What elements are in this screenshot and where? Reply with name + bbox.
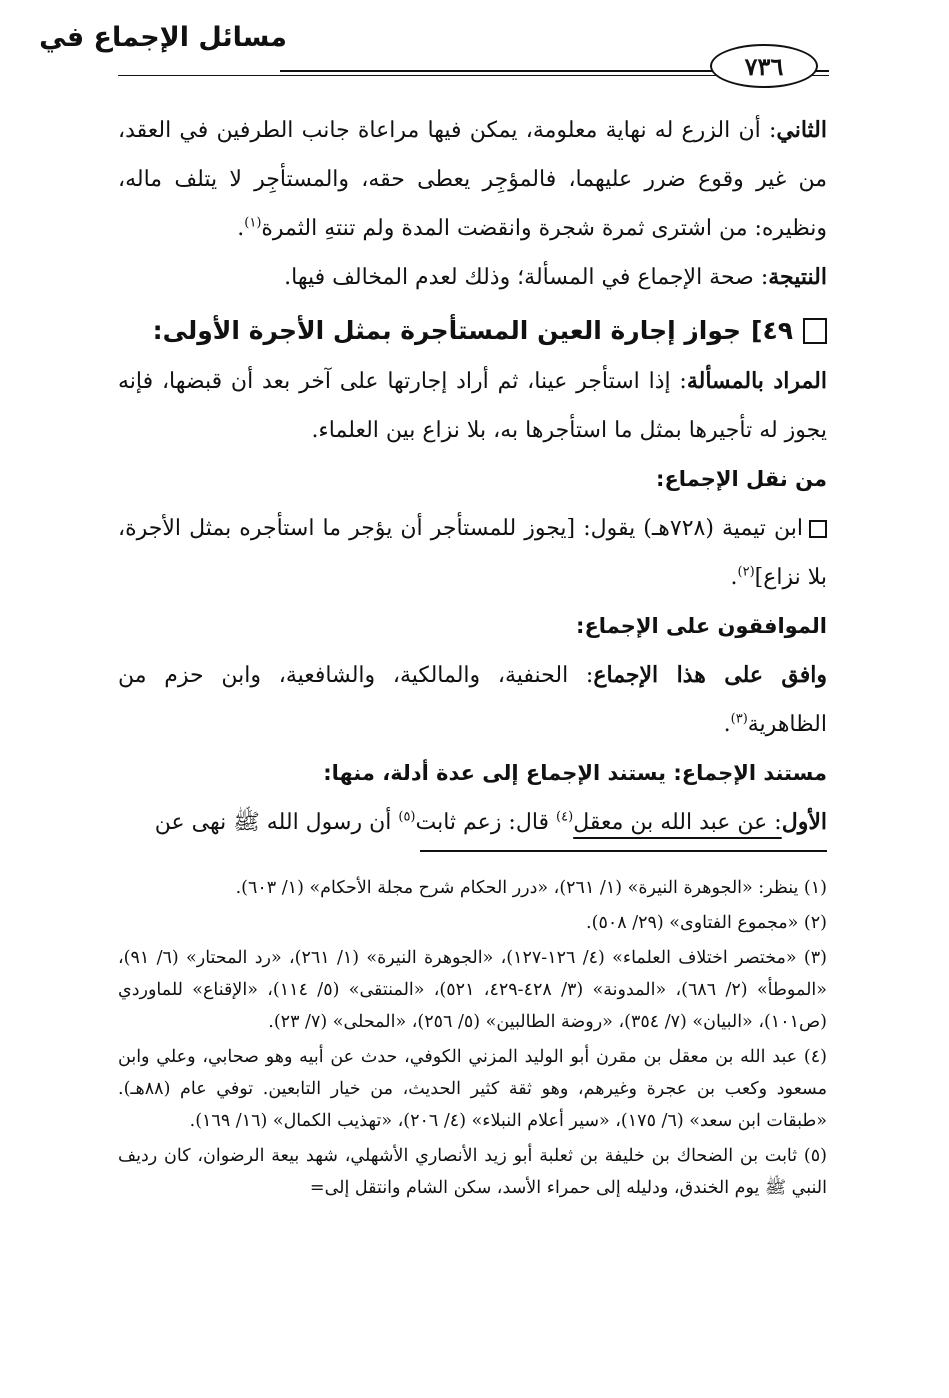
footnote-ref: (٢) bbox=[737, 564, 755, 580]
footnote-ref: (١) bbox=[244, 215, 262, 231]
paragraph-meaning: المراد بالمسألة: إذا استأجر عينا، ثم أراد إجارتها على آخر بعد أن قبضها، فإنه يجوز له تأجيرها بمثل ما استأجرها به، بلا نزاع بين العلماء. bbox=[118, 368, 827, 443]
label-second: الثاني bbox=[776, 117, 827, 143]
document-icon bbox=[803, 318, 827, 344]
paragraph-agree: وافق على هذا الإجماع: الحنفية، والمالكية، والشافعية، وابن حزم من الظاهرية$^{(٣)}$. bbox=[118, 662, 827, 737]
paragraph-result: النتيجة: صحة الإجماع في المسألة؛ وذلك لعدم المخالف فيها. bbox=[284, 264, 827, 290]
footnote-3: (٣) «مختصر اختلاف العلماء» (٤/ ١٢٦-١٢٧)، «الجوهرة النيرة» (١/ ٢٦١)، «رد المحتار» (٦/ ٩١)، «الموطأ» (٢/ ٦٨٦)، «المدونة» (٣/ ٤٢٨-٤٢٩، ٥٢١)، «المنتقى» (٥/ ١١٤)، «الإقناع» للماوردي (ص١٠١)، «البيان» (٧/ ٣٥٤)، «روضة الطالبين» (٥/ ٢٥٦)، «المحلى» (٧/ ٢٣). bbox=[118, 948, 827, 1032]
label-agree: وافق على هذا الإجماع bbox=[593, 662, 827, 688]
paragraph-first-evidence: الأول: عن عبد الله بن معقل$^{(٤)}$ قال: زعم ثابت$^{(٥)}$ أن رسول الله ﷺ نهى عن bbox=[154, 809, 827, 835]
heading-basis: مستند الإجماع: يستند الإجماع إلى عدة أدلة، منها: bbox=[323, 761, 827, 785]
paragraph-second-reason: الثاني: أن الزرع له نهاية معلومة، يمكن فيها مراعاة جانب الطرفين في العقد، من غير وقوع ضرر عليهما، فالمؤجِر يعطى حقه، والمستأجِر لا يتلف ماله، ونظيره: من اشترى ثمرة شجرة وانقضت المدة ولم تنتهِ الثمرة$^{(١)}$. bbox=[118, 117, 827, 241]
square-bullet-icon bbox=[809, 520, 827, 538]
footnote-separator bbox=[420, 850, 827, 852]
running-header-title: مسائل الإجماع في bbox=[39, 22, 287, 53]
issue-title: جواز إجارة العين المستأجرة بمثل الأجرة الأولى: bbox=[152, 316, 742, 345]
issue-number: ٤٩] bbox=[751, 316, 793, 345]
footnote-5: (٥) ثابت بن الضحاك بن خليفة بن ثعلبة أبو زيد الأنصاري الأشهلي، شهد بيعة الرضوان، كان رديف النبي ﷺ يوم الخندق، ودليله إلى حمراء الأسد، سكن الشام وانتقل إلى= bbox=[118, 1146, 827, 1198]
footnote-2: (٢) «مجموع الفتاوى» (٢٩/ ٥٠٨). bbox=[586, 913, 827, 933]
main-text bbox=[118, 106, 827, 847]
page-number: ٧٣٦ bbox=[710, 44, 818, 88]
label-meaning: المراد بالمسألة bbox=[686, 368, 827, 394]
paragraph-ibn-taymiyya: ابن تيمية (٧٢٨هـ) يقول: [يجوز للمستأجر أن يؤجر ما استأجره بمثل الأجرة، بلا نزاع]$^{(٢)}$. bbox=[118, 516, 827, 590]
label-result: النتيجة bbox=[768, 264, 827, 290]
footnote-ref: (٤) bbox=[556, 809, 574, 825]
heading-transmitters: من نقل الإجماع: bbox=[656, 467, 827, 491]
label-first: الأول bbox=[781, 809, 827, 835]
footnote-4: (٤) عبد الله بن معقل بن مقرن أبو الوليد المزني الكوفي، حدث عن أبيه وهو صحابي، وعلي وابن مسعود وكعب بن عجرة وغيرهم، وهو ثقة كثير الحديث، من خيار التابعين. توفي عام (٨٨هـ). «طبقات ابن سعد» (٦/ ١٧٥)، «سير أعلام النبلاء» (٤/ ٢٠٦)، «تهذيب الكمال» (١٦/ ١٦٩). bbox=[118, 1047, 827, 1131]
footnote-ref: (٣) bbox=[730, 711, 748, 727]
heading-agreeing: الموافقون على الإجماع: bbox=[576, 614, 827, 638]
footnote-1: (١) ينظر: «الجوهرة النيرة» (١/ ٢٦١)، «درر الحكام شرح مجلة الأحكام» (١/ ٦٠٣). bbox=[235, 878, 827, 898]
footnotes bbox=[118, 872, 827, 1207]
issue-heading bbox=[118, 306, 827, 355]
footnote-ref: (٥) bbox=[398, 809, 416, 825]
